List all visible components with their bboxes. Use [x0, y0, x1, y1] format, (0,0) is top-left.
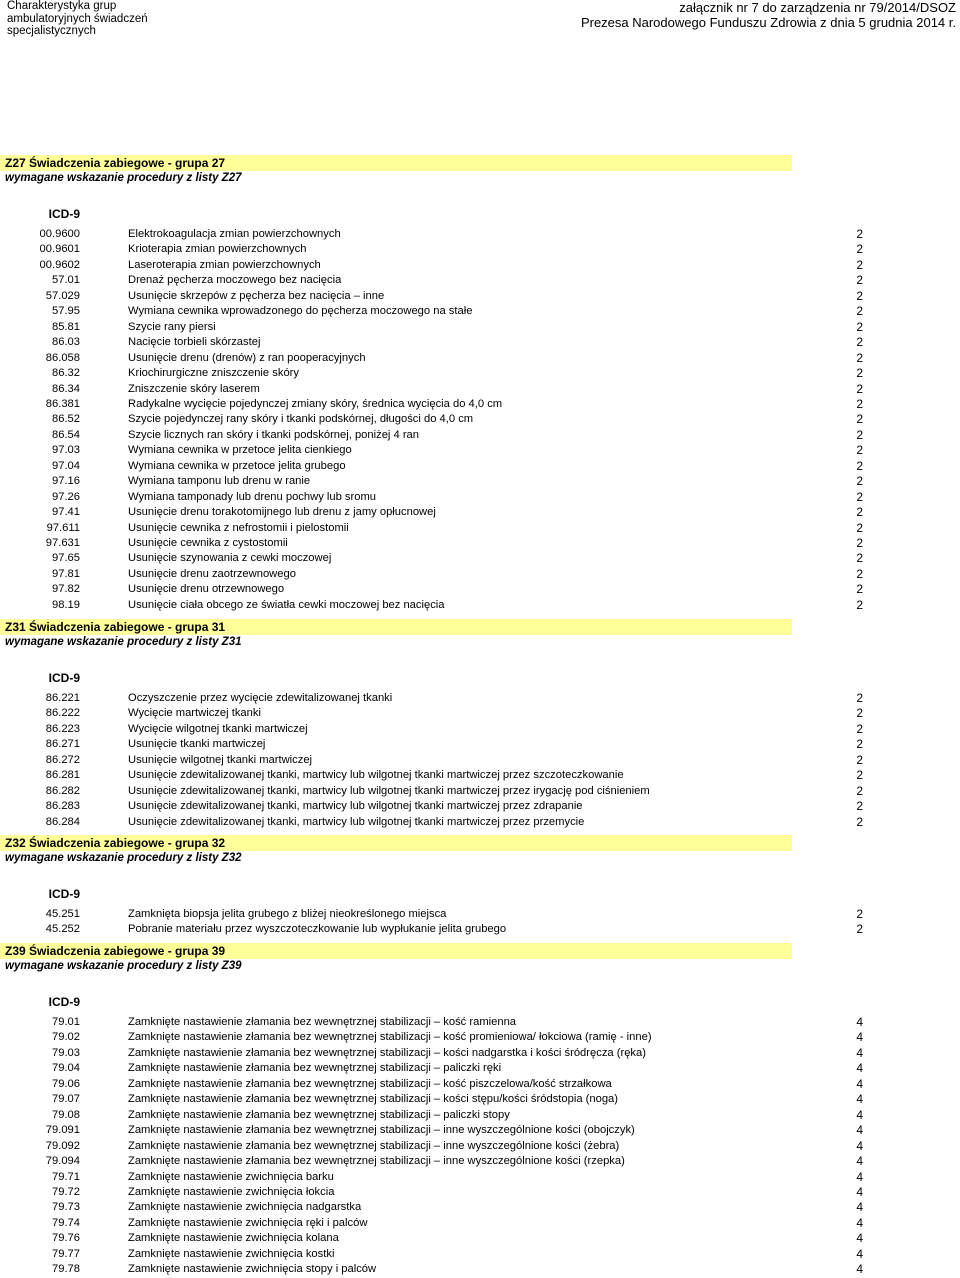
group-title: Z39 Świadczenia zabiegowe - grupa 39 [0, 943, 792, 959]
group-requirement-note: wymagane wskazanie procedury z listy Z31 [5, 636, 242, 648]
procedure-code: 79.78 [52, 1263, 80, 1276]
header-right-line: załącznik nr 7 do zarządzenia nr 79/2014/DSOZ [679, 0, 956, 15]
procedure-description: Usunięcie cewnika z cystostomii [128, 537, 288, 549]
procedure-description: Usunięcie zdewitalizowanej tkanki, martwicy lub wilgotnej tkanki martwiczej przez przemycie [128, 815, 585, 828]
procedure-row [0, 691, 960, 707]
procedure-row [0, 474, 960, 490]
procedure-description: Szycie licznych ran skóry i tkanki podskórnej, poniżej 4 ran [128, 428, 420, 441]
procedure-description: Zamknięte nastawienie złamania bez wewnętrznej stabilizacji – kość ramienna [128, 1016, 517, 1028]
procedure-row [0, 1139, 960, 1155]
procedure-code: 97.81 [52, 567, 80, 580]
procedure-value: 2 [856, 799, 863, 814]
procedure-code: 79.03 [52, 1046, 80, 1059]
procedure-description: Wymiana cewnika w przetoce jelita cienkiego [128, 444, 352, 457]
procedure-row [0, 521, 960, 537]
procedure-value: 2 [856, 536, 863, 550]
document-category-header [7, 0, 148, 38]
procedure-code: 00.9600 [39, 228, 80, 240]
group-requirement-note: wymagane wskazanie procedury z listy Z27 [5, 172, 242, 184]
procedure-value: 2 [856, 288, 863, 303]
group-requirement-note: wymagane wskazanie procedury z listy Z32 [5, 852, 242, 864]
procedure-code: 97.16 [52, 475, 80, 488]
procedure-row [0, 799, 960, 815]
procedure-value: 2 [856, 922, 863, 937]
procedure-value: 2 [856, 396, 863, 411]
procedure-code: 86.271 [45, 738, 80, 751]
procedure-row [0, 320, 960, 336]
procedure-row [0, 258, 960, 274]
procedure-description: Zamknięte nastawienie zwichnięcia kostki [128, 1247, 335, 1260]
procedure-value: 2 [856, 257, 863, 272]
procedure-value: 2 [856, 768, 863, 783]
procedure-group-section [0, 155, 960, 613]
procedure-description: Krioterapia zmian powierzchownych [128, 243, 307, 256]
procedure-description: Zamknięte nastawienie zwichnięcia łokcia [128, 1185, 335, 1198]
procedure-description: Zamknięte nastawienie złamania bez wewnętrznej stabilizacji – kości nadgarstka i kości śródręcza (ręka) [128, 1046, 646, 1059]
procedure-description: Szycie rany piersi [128, 320, 216, 333]
procedure-row [0, 1200, 960, 1216]
procedure-value: 2 [856, 706, 863, 721]
procedure-value: 2 [856, 907, 863, 921]
procedure-row [0, 567, 960, 583]
procedure-group-section [0, 619, 960, 830]
procedure-code: 57.01 [52, 274, 80, 287]
procedure-row [0, 768, 960, 784]
procedure-value: 2 [856, 691, 863, 705]
procedure-row [0, 922, 960, 938]
procedure-row [0, 737, 960, 753]
procedure-description: Wycięcie wilgotnej tkanki martwiczej [128, 722, 308, 735]
procedure-value: 2 [856, 335, 863, 350]
procedure-code: 86.32 [52, 367, 80, 380]
procedure-row [0, 351, 960, 367]
procedure-code: 97.65 [52, 552, 80, 565]
procedure-description: Wymiana tamponu lub drenu w ranie [128, 475, 311, 488]
procedure-code: 86.54 [52, 428, 80, 441]
procedure-code: 86.223 [45, 722, 80, 735]
procedure-code: 79.74 [52, 1216, 80, 1229]
procedure-value: 4 [856, 1123, 863, 1138]
procedure-code: 79.72 [52, 1185, 80, 1198]
procedure-row [0, 443, 960, 459]
procedure-code: 79.08 [52, 1108, 80, 1121]
procedure-code: 86.222 [45, 707, 80, 720]
procedure-value: 2 [856, 366, 863, 381]
procedure-value: 2 [856, 752, 863, 767]
procedure-value: 4 [856, 1030, 863, 1045]
procedure-code: 86.272 [45, 753, 80, 766]
document-reference-header [581, 0, 956, 30]
procedure-group-section [0, 943, 960, 1278]
procedure-value: 2 [856, 474, 863, 489]
procedure-code: 79.02 [52, 1031, 80, 1044]
procedure-value: 4 [856, 1138, 863, 1153]
procedure-value: 2 [856, 783, 863, 798]
procedure-code: 79.77 [52, 1247, 80, 1260]
procedure-description: Nacięcie torbieli skórzastej [128, 336, 261, 349]
procedure-row [0, 536, 960, 552]
procedure-value: 4 [856, 1076, 863, 1091]
procedure-row [0, 1154, 960, 1170]
procedure-value: 2 [856, 350, 863, 365]
procedure-value: 2 [856, 443, 863, 458]
procedure-description: Zamknięte nastawienie złamania bez wewnętrznej stabilizacji – kości stępu/kości śródstopia (noga) [128, 1093, 618, 1106]
procedure-description: Usunięcie tkanki martwiczej [128, 738, 266, 751]
procedure-row [0, 428, 960, 444]
procedure-row [0, 397, 960, 413]
procedure-code: 57.95 [52, 305, 80, 318]
procedure-code: 00.9601 [39, 243, 80, 256]
group-requirement-note: wymagane wskazanie procedury z listy Z39 [5, 960, 242, 972]
header-left-line: ambulatoryjnych świadczeń [7, 12, 148, 25]
procedure-row [0, 598, 960, 614]
procedure-value: 4 [856, 1200, 863, 1215]
procedure-value: 4 [856, 1262, 863, 1277]
procedure-description: Usunięcie skrzepów z pęcherza bez nacięcia – inne [128, 289, 385, 302]
procedure-row [0, 753, 960, 769]
procedure-code: 86.03 [52, 336, 80, 349]
procedure-row [0, 289, 960, 305]
procedure-description: Oczyszczenie przez wycięcie zdewitalizowanej tkanki [128, 692, 393, 704]
procedure-row [0, 1123, 960, 1139]
procedure-description: Usunięcie wilgotnej tkanki martwiczej [128, 753, 313, 766]
procedure-value: 4 [856, 1246, 863, 1261]
procedure-value: 2 [856, 489, 863, 504]
procedure-row [0, 1108, 960, 1124]
procedure-row [0, 1015, 960, 1031]
procedure-value: 2 [856, 520, 863, 535]
procedure-code: 45.252 [45, 923, 80, 936]
procedure-code: 57.029 [45, 289, 80, 302]
procedure-row [0, 1216, 960, 1232]
procedure-description: Wymiana tamponady lub drenu pochwy lub sromu [128, 490, 377, 503]
header-left-line: specjalistycznych [7, 25, 96, 37]
procedure-code: 97.03 [52, 444, 80, 457]
procedure-value: 2 [856, 381, 863, 396]
procedure-row [0, 459, 960, 475]
procedure-value: 4 [856, 1092, 863, 1107]
procedure-code: 79.01 [52, 1016, 80, 1028]
procedure-value: 2 [856, 551, 863, 566]
procedure-code: 79.06 [52, 1077, 80, 1090]
procedure-value: 2 [856, 505, 863, 520]
procedure-description: Zamknięte nastawienie złamania bez wewnętrznej stabilizacji – paliczki ręki [128, 1062, 502, 1075]
procedure-row [0, 1077, 960, 1093]
procedure-value: 4 [856, 1184, 863, 1199]
procedure-value: 2 [856, 597, 863, 612]
procedure-description: Zamknięte nastawienie zwichnięcia kolana [128, 1232, 339, 1245]
procedure-code: 79.091 [45, 1124, 80, 1137]
procedure-description: Kriochirurgiczne zniszczenie skóry [128, 367, 299, 380]
procedure-row [0, 412, 960, 428]
procedure-description: Zamknięte nastawienie złamania bez wewnętrznej stabilizacji – inne wyszczególnione kości (rzepka) [128, 1155, 625, 1168]
procedure-row [0, 1061, 960, 1077]
procedure-row [0, 907, 960, 923]
procedure-value: 2 [856, 721, 863, 736]
procedure-description: Wymiana cewnika w przetoce jelita grubego [128, 459, 346, 472]
procedure-description: Zniszczenie skóry laserem [128, 382, 260, 395]
procedure-value: 2 [856, 227, 863, 241]
header-right-line: Prezesa Narodowego Funduszu Zdrowia z dnia 5 grudnia 2014 r. [580, 15, 956, 30]
procedure-group-section [0, 835, 960, 938]
procedure-description: Laseroterapia zmian powierzchownych [128, 258, 321, 271]
header-left-line: Charakterystyka grup [7, 0, 117, 12]
procedure-code: 86.282 [45, 784, 80, 797]
procedure-value: 2 [856, 319, 863, 334]
procedure-row [0, 1262, 960, 1278]
procedure-row [0, 490, 960, 506]
procedure-description: Usunięcie zdewitalizowanej tkanki, martwicy lub wilgotnej tkanki martwiczej przez zdrapanie [128, 800, 583, 813]
icd9-column-header: ICD-9 [48, 887, 80, 901]
procedure-code: 79.73 [52, 1201, 80, 1214]
procedure-description: Zamknięte nastawienie zwichnięcia barku [128, 1170, 334, 1183]
procedure-value: 4 [856, 1231, 863, 1246]
procedure-code: 79.094 [45, 1155, 80, 1168]
procedure-description: Zamknięta biopsja jelita grubego z bliżej nieokreślonego miejsca [128, 908, 447, 920]
procedure-code: 45.251 [45, 908, 80, 920]
procedure-row [0, 1170, 960, 1186]
procedure-row [0, 1092, 960, 1108]
procedure-description: Usunięcie cewnika z nefrostomii i pielostomii [128, 521, 349, 534]
procedure-code: 86.52 [52, 413, 80, 426]
procedure-value: 4 [856, 1154, 863, 1169]
procedure-description: Zamknięte nastawienie złamania bez wewnętrznej stabilizacji – kość promieniowa/ łokciowa (ramię - inne) [128, 1031, 652, 1044]
group-title: Z32 Świadczenia zabiegowe - grupa 32 [0, 835, 792, 851]
procedure-row [0, 304, 960, 320]
procedure-code: 97.631 [45, 537, 80, 549]
procedure-description: Zamknięte nastawienie złamania bez wewnętrznej stabilizacji – kość piszczelowa/kość strzałkowa [128, 1077, 612, 1090]
procedure-description: Elektrokoagulacja zmian powierzchownych [128, 228, 341, 240]
procedure-row [0, 722, 960, 738]
procedure-code: 86.058 [45, 351, 80, 364]
procedure-value: 2 [856, 412, 863, 427]
procedure-description: Szycie pojedynczej rany skóry i tkanki podskórnej, długości do 4,0 cm [128, 413, 474, 426]
procedure-row [0, 335, 960, 351]
procedure-description: Wymiana cewnika wprowadzonego do pęcherza moczowego na stałe [128, 305, 473, 318]
procedure-row [0, 1030, 960, 1046]
procedure-code: 79.092 [45, 1139, 80, 1152]
procedure-row [0, 242, 960, 258]
procedure-row [0, 382, 960, 398]
procedure-row [0, 1231, 960, 1247]
procedure-code: 85.81 [52, 320, 80, 333]
procedure-code: 86.381 [45, 397, 80, 410]
procedure-row [0, 227, 960, 243]
procedure-row [0, 815, 960, 831]
procedure-description: Usunięcie drenu zaotrzewnowego [128, 567, 296, 580]
procedure-description: Zamknięte nastawienie zwichnięcia stopy i palców [128, 1263, 377, 1276]
icd9-column-header: ICD-9 [48, 207, 80, 221]
procedure-row [0, 1247, 960, 1263]
procedure-value: 4 [856, 1215, 863, 1230]
procedure-row [0, 582, 960, 598]
procedure-description: Zamknięte nastawienie złamania bez wewnętrznej stabilizacji – inne wyszczególnione kości (obojczyk) [128, 1124, 635, 1137]
procedure-value: 4 [856, 1169, 863, 1184]
procedure-code: 98.19 [52, 598, 80, 611]
group-title: Z27 Świadczenia zabiegowe - grupa 27 [0, 155, 792, 171]
procedure-value: 2 [856, 242, 863, 257]
procedure-value: 2 [856, 458, 863, 473]
icd9-column-header: ICD-9 [48, 995, 80, 1009]
procedure-row [0, 706, 960, 722]
procedure-description: Zamknięte nastawienie zwichnięcia ręki i palców [128, 1216, 368, 1229]
procedure-code: 79.71 [52, 1170, 80, 1183]
procedure-value: 2 [856, 304, 863, 319]
procedure-code: 79.07 [52, 1093, 80, 1106]
procedure-row [0, 273, 960, 289]
procedure-code: 00.9602 [39, 258, 80, 271]
icd9-column-header: ICD-9 [48, 671, 80, 685]
procedure-row [0, 551, 960, 567]
procedure-description: Zamknięte nastawienie złamania bez wewnętrznej stabilizacji – paliczki stopy [128, 1108, 510, 1121]
procedure-code: 97.611 [46, 521, 80, 534]
procedure-description: Zamknięte nastawienie zwichnięcia nadgarstka [128, 1201, 362, 1214]
procedure-value: 4 [856, 1107, 863, 1122]
procedure-code: 86.221 [45, 692, 80, 704]
procedure-description: Usunięcie drenu (drenów) z ran pooperacyjnych [128, 351, 366, 364]
procedure-value: 2 [856, 427, 863, 442]
procedure-code: 97.04 [52, 459, 80, 472]
procedure-description: Usunięcie zdewitalizowanej tkanki, martwicy lub wilgotnej tkanki martwiczej przez irygację pod ciśnieniem [128, 784, 650, 797]
procedure-description: Usunięcie ciała obcego ze światła cewki moczowej bez nacięcia [128, 598, 445, 611]
procedure-row [0, 784, 960, 800]
procedure-value: 4 [856, 1045, 863, 1060]
procedure-code: 86.283 [45, 800, 80, 813]
procedure-row [0, 1185, 960, 1201]
group-title: Z31 Świadczenia zabiegowe - grupa 31 [0, 619, 792, 635]
procedure-code: 86.284 [45, 815, 80, 828]
procedure-code: 97.26 [52, 490, 80, 503]
procedure-code: 86.34 [52, 382, 80, 395]
procedure-value: 2 [856, 566, 863, 581]
procedure-description: Pobranie materiału przez wyszczoteczkowanie lub wypłukanie jelita grubego [128, 923, 507, 936]
procedure-value: 4 [856, 1061, 863, 1076]
procedure-description: Usunięcie drenu otrzewnowego [128, 583, 285, 596]
procedure-description: Radykalne wycięcie pojedynczej zmiany skóry, średnica wycięcia do 4,0 cm [128, 397, 503, 410]
procedure-value: 4 [856, 1015, 863, 1029]
procedure-code: 79.76 [52, 1232, 80, 1245]
procedure-code: 97.41 [52, 506, 80, 519]
procedure-code: 86.281 [45, 769, 80, 782]
procedure-code: 97.82 [52, 583, 80, 596]
procedure-description: Zamknięte nastawienie złamania bez wewnętrznej stabilizacji – inne wyszczególnione kości (żebra) [128, 1139, 620, 1152]
procedure-description: Drenaż pęcherza moczowego bez nacięcia [128, 274, 342, 287]
procedure-description: Usunięcie szynowania z cewki moczowej [128, 552, 332, 565]
procedure-value: 2 [856, 273, 863, 288]
procedure-row [0, 366, 960, 382]
procedure-description: Usunięcie drenu torakotomijnego lub drenu z jamy opłucnowej [128, 506, 436, 519]
procedure-code: 79.04 [52, 1062, 80, 1075]
procedure-description: Wycięcie martwiczej tkanki [128, 707, 261, 720]
procedure-description: Usunięcie zdewitalizowanej tkanki, martwicy lub wilgotnej tkanki martwiczej przez szczoteczkowanie [128, 769, 624, 782]
procedure-row [0, 1046, 960, 1062]
procedure-value: 2 [856, 582, 863, 597]
procedure-value: 2 [856, 814, 863, 829]
procedure-row [0, 505, 960, 521]
procedure-value: 2 [856, 737, 863, 752]
